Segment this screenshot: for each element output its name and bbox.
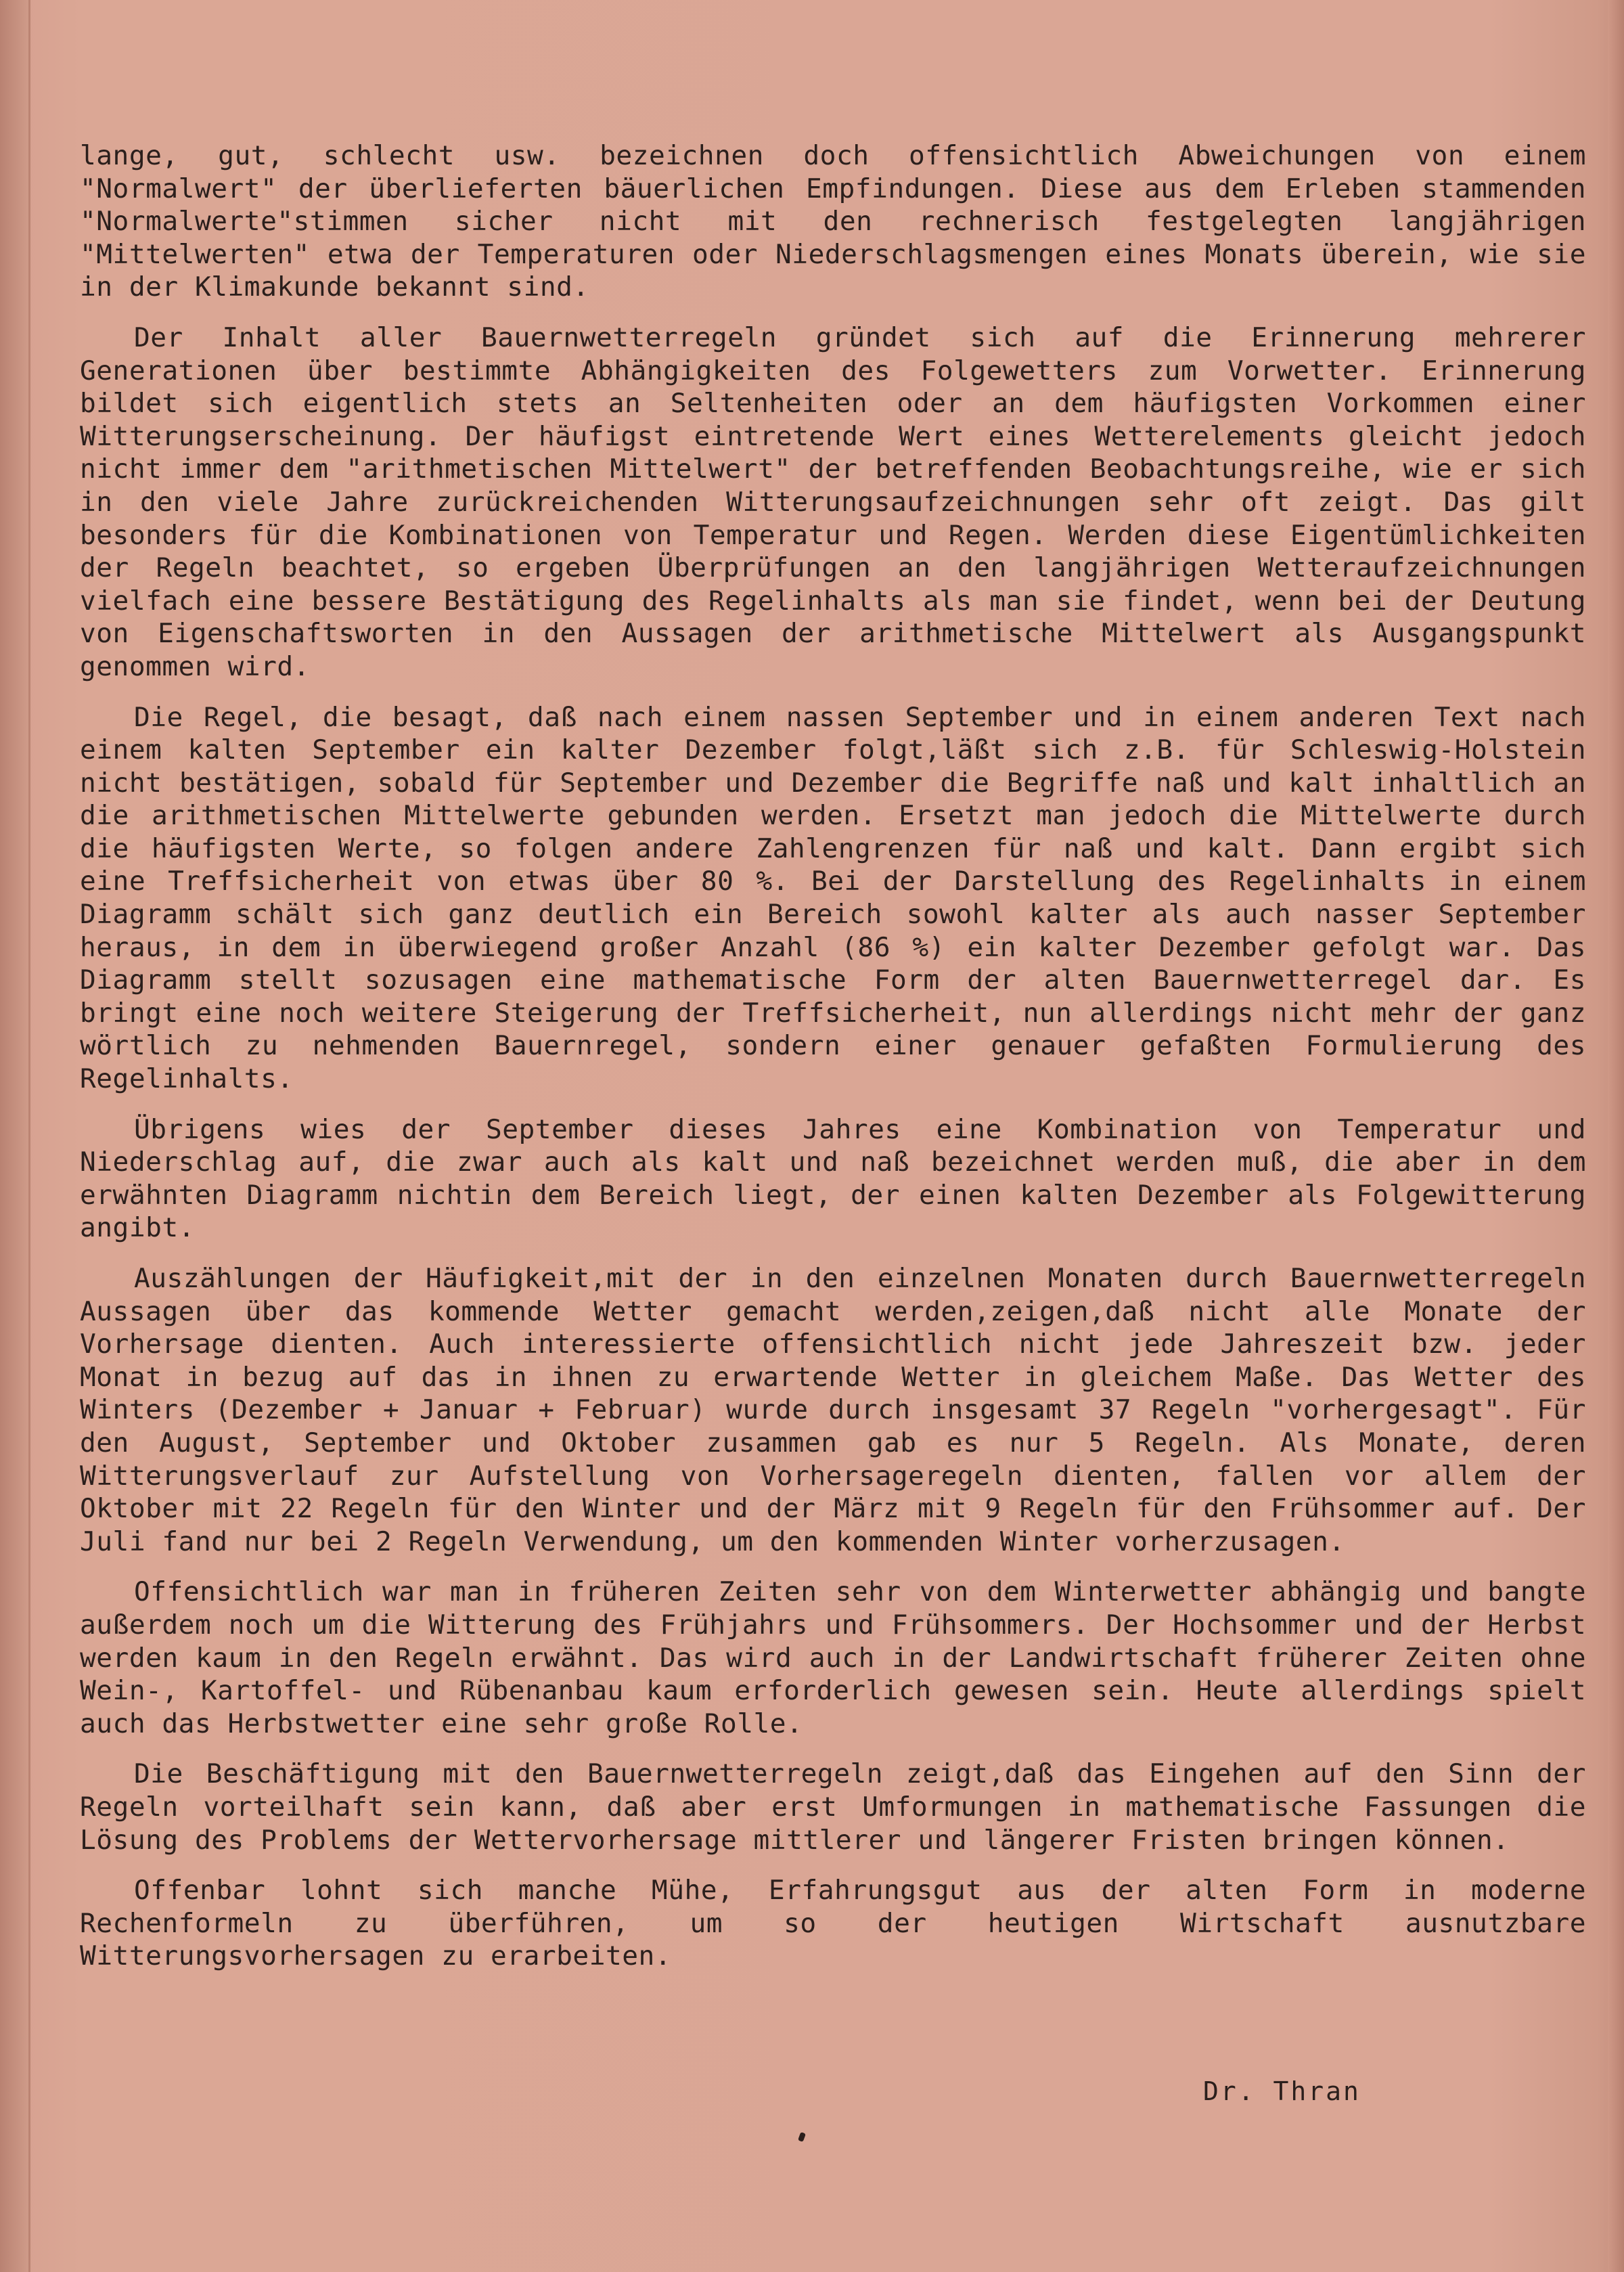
right-page-edge <box>1608 0 1624 2272</box>
ink-mark <box>798 2132 806 2142</box>
paragraph-5: Auszählungen der Häufigkeit,mit der in den einzelnen Monaten durch Bauernwetterregeln Aussagen über das kommende Wetter gemacht werden,zeigen,daß nicht alle Monate der Vorhersage dienten. Auch interessierte offensichtlich nicht jede Jahreszeit bzw. jeder Monat in bezug auf das in ihnen zu erwartende Wetter in gleichem Maße. Das Wetter des Winters (Dezember + Januar + Februar) wurde durch insgesamt 37 Regeln "vorhergesagt". Für den August, September und Oktober zusammen gab es nur 5 Regeln. Als Monate, deren Witterungsverlauf zur Aufstellung von Vorhersageregeln dienten, fallen vor allem der Oktober mit 22 Regeln für den Winter und der März mit 9 Regeln für den Frühsommer auf. Der Juli fand nur bei 2 Regeln Verwendung, um den kommenden Winter vorherzusagen. <box>80 1263 1586 1557</box>
typed-text-body <box>80 139 1586 1990</box>
paragraph-4: Übrigens wies der September dieses Jahres eine Kombination von Temperatur und Niederschlag auf, die zwar auch als kalt und naß bezeichnet werden muß, die aber in dem erwähnten Diagramm nichtin dem Bereich liegt, der einen kalten Dezember als Folgewitterung angibt. <box>80 1113 1586 1244</box>
binding-line <box>28 0 30 2272</box>
paragraph-8: Offenbar lohnt sich manche Mühe, Erfahrungsgut aus der alten Form in moderne Rechenformeln zu überführen, um so der heutigen Wirtschaft ausnutzbare Witterungsvorhersagen zu erarbeiten. <box>80 1875 1586 1972</box>
author-signature: Dr. Thran <box>1203 2076 1361 2106</box>
paragraph-6: Offensichtlich war man in früheren Zeiten sehr von dem Winterwetter abhängig und bangte außerdem noch um die Witterung des Frühjahrs und Frühsommers. Der Hochsommer und der Herbst werden kaum in den Regeln erwähnt. Das wird auch in der Landwirtschaft früherer Zeiten ohne Wein-, Kartoffel- und Rübenanbau kaum erforderlich gewesen sein. Heute allerdings spielt auch das Herbstwetter eine sehr große Rolle. <box>80 1576 1586 1739</box>
paragraph-1: lange, gut, schlecht usw. bezeichnen doch offensichtlich Abweichungen von einem "Normalwert" der überlieferten bäuerlichen Empfindungen. Diese aus dem Erleben stammenden "Normalwerte"stimmen sicher nicht mit den rechnerisch festgelegten langjährigen "Mittelwerten" etwa der Temperaturen oder Niederschlagsmengen eines Monats überein, wie sie in der Klimakunde bekannt sind. <box>80 140 1586 303</box>
paragraph-2: Der Inhalt aller Bauernwetterregeln gründet sich auf die Erinnerung mehrerer Generationen über bestimmte Abhängigkeiten des Folgewetters zum Vorwetter. Erinnerung bildet sich eigentlich stets an Seltenheiten oder an dem häufigsten Vorkommen einer Witterungserscheinung. Der häufigst eintretende Wert eines Wetterelements gleicht jedoch nicht immer dem "arithmetischen Mittelwert" der betreffenden Beobachtungsreihe, wie er sich in den viele Jahre zurückreichenden Witterungsaufzeichnungen sehr oft zeigt. Das gilt besonders für die Kombinationen von Temperatur und Regen. Werden diese Eigentümlichkeiten der Regeln beachtet, so ergeben Überprüfungen an den langjährigen Wetteraufzeichnungen vielfach eine bessere Bestätigung des Regelinhalts als man sie findet, wenn bei der Deutung von Eigenschaftsworten in den Aussagen der arithmetische Mittelwert als Ausgangspunkt genommen wird. <box>80 321 1586 682</box>
binding-edge <box>0 0 28 2272</box>
paragraph-3: Die Regel, die besagt, daß nach einem nassen September und in einem anderen Text nach einem kalten September ein kalter Dezember folgt,läßt sich z.B. für Schleswig-Holstein nicht bestätigen, sobald für September und Dezember die Begriffe naß und kalt inhaltlich an die arithmetischen Mittelwerte gebunden werden. Ersetzt man jedoch die Mittelwerte durch die häufigsten Werte, so folgen andere Zahlengrenzen für naß und kalt. Dann ergibt sich eine Treffsicherheit von etwas über 80 %. Bei der Darstellung des Regelinhalts in einem Diagramm schält sich ganz deutlich ein Bereich sowohl kalter als auch nasser September heraus, in dem in überwiegend großer Anzahl (86 %) ein kalter Dezember gefolgt war. Das Diagramm stellt sozusagen eine mathematische Form der alten Bauernwetterregel dar. Es bringt eine noch weitere Steigerung der Treffsicherheit, nun allerdings nicht mehr der ganz wörtlich zu nehmenden Bauernregel, sondern einer genauer gefaßten Formulierung des Regelinhalts. <box>80 701 1586 1095</box>
paragraph-7: Die Beschäftigung mit den Bauernwetterregeln zeigt,daß das Eingehen auf den Sinn der Regeln vorteilhaft sein kann, daß aber erst Umformungen in mathematische Fassungen die Lösung des Problems der Wettervorhersage mittlerer und längerer Fristen bringen können. <box>80 1758 1586 1856</box>
